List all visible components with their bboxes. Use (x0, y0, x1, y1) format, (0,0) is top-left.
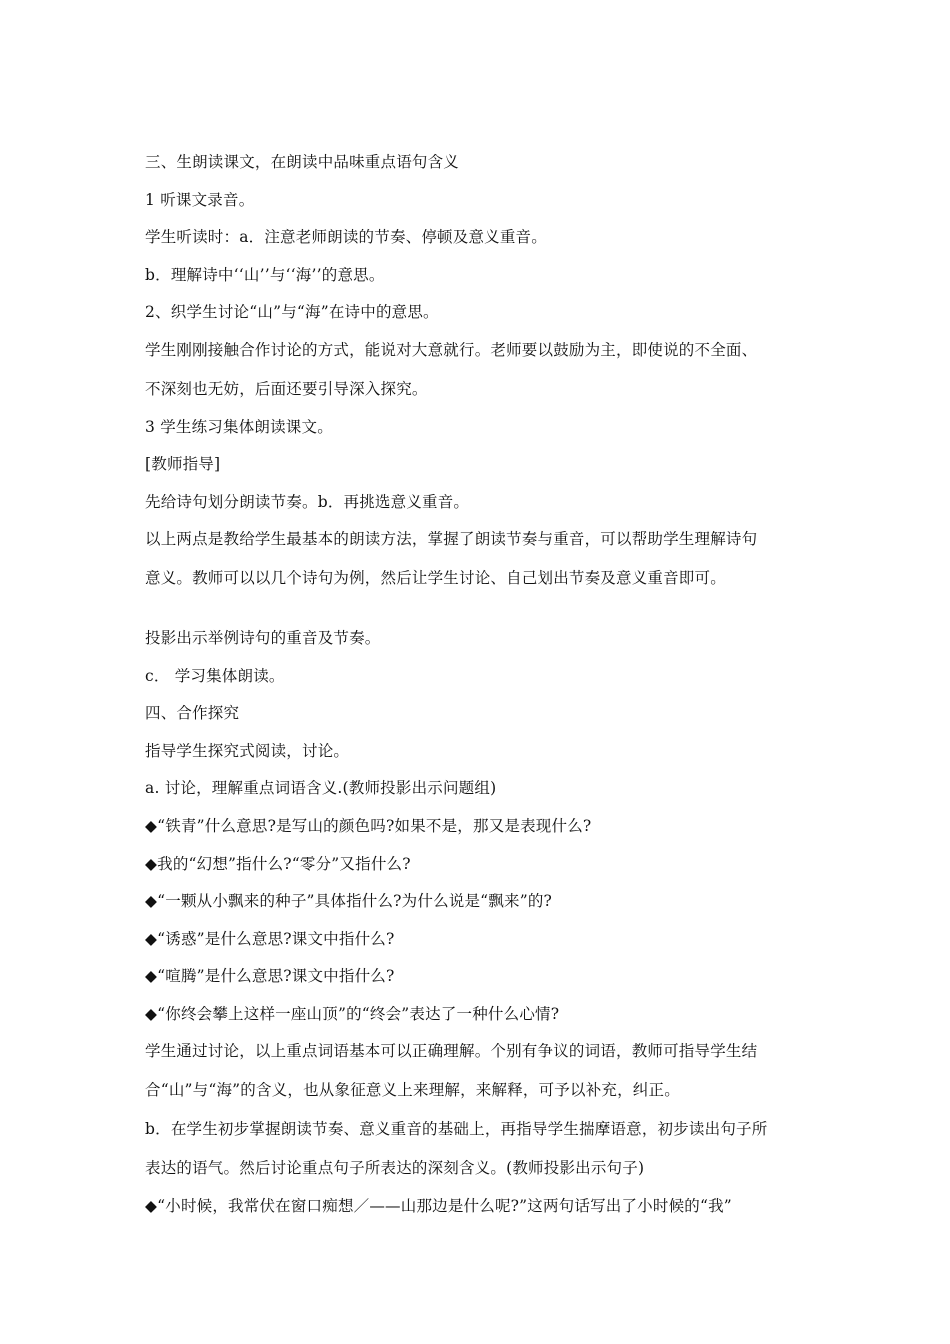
paragraph-continuation: 表达的语气。然后讨论重点句子所表达的深刻含义。(教师投影出示句子) (145, 1159, 645, 1178)
paragraph: [教师指导] (145, 455, 221, 474)
paragraph: 学生听读时：a．注意老师朗读的节奏、停顿及意义重音。 (145, 228, 547, 247)
paragraph: 指导学生探究式阅读，讨论。 (145, 741, 350, 760)
paragraph-continuation: 合“山”与“海”的含义，也从象征意义上来理解，来解释，可予以补充，纠正。 (145, 1081, 680, 1100)
paragraph: b．在学生初步掌握朗读节奏、意义重音的基础上，再指导学生揣摩语意，初步读出句子所 (145, 1120, 768, 1139)
question-item: ◆“喧腾”是什么意思?课文中指什么? (145, 967, 395, 986)
paragraph: 投影出示举例诗句的重音及节奏。 (145, 628, 381, 647)
paragraph: 学生通过讨论，以上重点词语基本可以正确理解。个别有争议的词语，教师可指导学生结 (145, 1042, 758, 1061)
paragraph: 3 学生练习集体朗读课文。 (145, 417, 333, 436)
question-item: ◆“小时候，我常伏在窗口痴想／——山那边是什么呢?”这两句话写出了小时候的“我” (145, 1197, 732, 1216)
paragraph-continuation: 不深刻也无妨，后面还要引导深入探究。 (145, 379, 428, 398)
paragraph-continuation: 意义。教师可以以几个诗句为例，然后让学生讨论、自己划出节奏及意义重音即可。 (145, 569, 726, 588)
section-heading: 四、合作探究 (145, 704, 240, 723)
paragraph: 1 听课文录音。 (145, 190, 255, 209)
paragraph: c． 学习集体朗读。 (145, 666, 285, 685)
question-item: ◆“一颗从小飘来的种子”具体指什么?为什么说是“飘来”的? (145, 892, 553, 911)
paragraph: 学生刚刚接触合作讨论的方式，能说对大意就行。老师要以鼓励为主，即使说的不全面、 (145, 340, 758, 359)
question-item: ◆“你终会攀上这样一座山顶”的“终会”表达了一种什么心情? (145, 1004, 560, 1023)
paragraph: b．理解诗中‘‘山’’与‘‘海’’的意思。 (145, 265, 385, 284)
document-body (145, 147, 815, 1229)
paragraph-gap (145, 601, 815, 623)
question-item: ◆“诱惑”是什么意思?课文中指什么? (145, 929, 395, 948)
paragraph: 以上两点是教给学生最基本的朗读方法，掌握了朗读节奏与重音，可以帮助学生理解诗句 (145, 530, 758, 549)
question-item: ◆“铁青”什么意思?是写山的颜色吗?如果不是，那又是表现什么? (145, 816, 592, 835)
paragraph: 先给诗句划分朗读节奏。b．再挑选意义重音。 (145, 492, 470, 511)
paragraph: 2、织学生讨论“山”与“海”在诗中的意思。 (145, 303, 439, 322)
paragraph: a. 讨论，理解重点词语含义.(教师投影出示问题组) (145, 779, 497, 798)
question-item: ◆我的“幻想”指什么?“零分”又指什么? (145, 854, 411, 873)
section-heading: 三、生朗读课文，在朗读中品味重点语句含义 (145, 153, 460, 171)
